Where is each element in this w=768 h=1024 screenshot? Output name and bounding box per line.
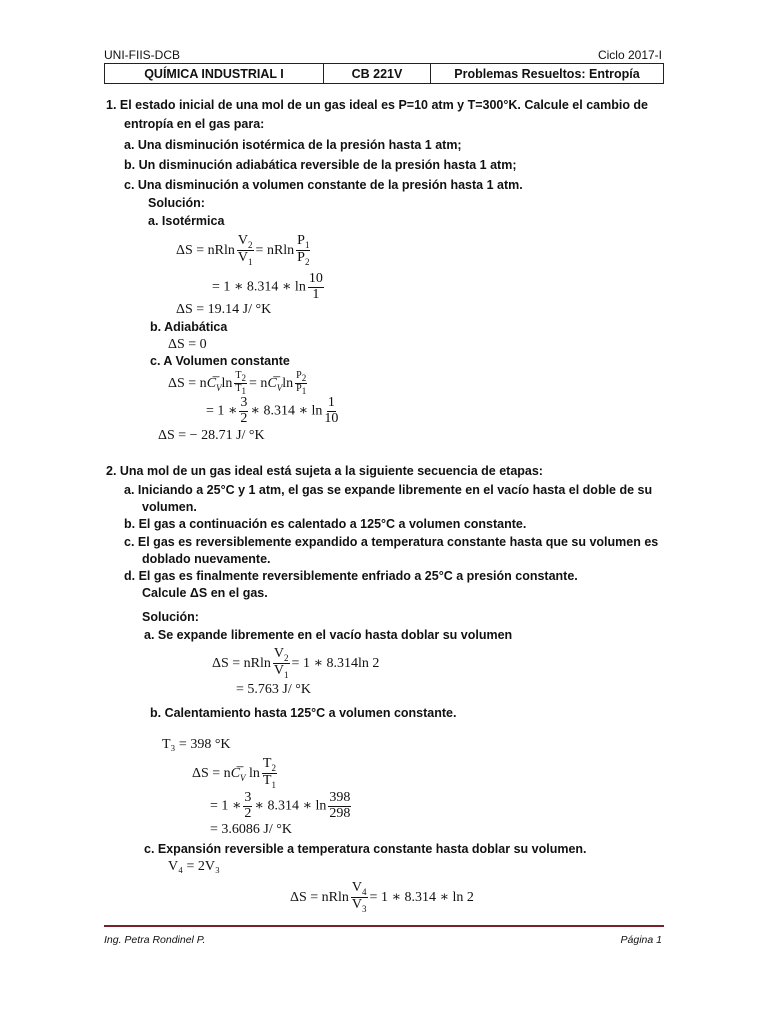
p1-b-heading: b. Adiabática [150,320,228,334]
header-table [104,63,664,84]
p2-item-b: b. El gas a continuación es calentado a 125°C a volumen constante. [124,517,527,531]
header-left: UNI-FIIS-DCB [104,48,180,62]
p1-c-equation-step: = 1 ∗ $\frac{3}{2}$ ∗ 8.314 ∗ ln $\frac{1}{10}$ [206,395,339,426]
p2-solution-label: Solución: [142,610,199,624]
p1-solution-label: Solución: [148,196,205,210]
p2-c-volume: V₄ = 2V₃ [168,859,220,874]
footer-author: Ing. Petra Rondinel P. [104,934,206,946]
p2-b-result: = 3.6086 J/ °K [210,822,292,837]
p2-a-equation: ΔS = nRln $\frac{V_2}{V_1}$ = 1 ∗ 8.314ln 2 [212,646,380,681]
p1-statement-line1: 1. El estado inicial de una mol de un gas ideal es P=10 atm y T=300°K. Calcule el cambio de [106,98,649,112]
p1-item-b: b. Un disminución adiabática reversible de la presión hasta 1 atm; [124,158,517,172]
p1-a-result: ΔS = 19.14 J/ °K [176,302,272,317]
p2-c-equation: ΔS = nRln $\frac{V_4}{V_3}$ = 1 ∗ 8.314 ∗ ln 2 [290,880,474,915]
p2-item-c-line2: doblado nuevamente. [142,552,271,566]
footer-page-number: Página 1 [620,934,662,946]
p2-statement: 2. Una mol de un gas ideal está sujeta a la siguiente secuencia de etapas: [106,464,543,478]
p2-c-heading: c. Expansión reversible a temperatura constante hasta doblar su volumen. [144,842,587,856]
p1-a-equation: ΔS = nRln $\frac{V_2}{V_1}$ = nRln $\frac{P_1}{P_2}$ [176,233,310,268]
p2-a-result: = 5.763 J/ °K [236,682,311,697]
p2-item-c-line1: c. El gas es reversiblemente expandido a temperatura constante hasta que su volumen es [124,535,659,549]
p1-item-c: c. Una disminución a volumen constante de la presión hasta 1 atm. [124,178,523,192]
document-topic: Problemas Resueltos: Entropía [431,64,664,84]
p1-statement-line2: entropía en el gas para: [124,117,265,131]
p2-b-heading: b. Calentamiento hasta 125°C a volumen constante. [150,706,457,720]
header-right: Ciclo 2017-I [597,48,662,62]
p1-a-equation-step: = 1 ∗ 8.314 ∗ ln $\frac{10}{1}$ [212,271,323,302]
footer-rule [104,925,664,927]
p2-b-equation: $\Delta S = nC_V$ ln $\frac{T_2}{T_1}$ [192,756,276,791]
p2-b-equation-step: = 1 ∗ $\frac{3}{2}$ ∗ 8.314 ∗ ln $\frac{398}{298}$ [210,790,351,821]
p2-a-heading: a. Se expande libremente en el vacío hasta doblar su volumen [144,628,513,642]
p2-calc: Calcule ΔS en el gas. [142,586,268,600]
p1-a-heading: a. Isotérmica [148,214,225,228]
course-code: CB 221V [324,64,431,84]
p2-b-t3: T₃ = 398 °K [162,737,231,752]
p2-item-d: d. El gas es finalmente reversiblemente enfriado a 25°C a presión constante. [124,569,578,583]
p1-c-heading: c. A Volumen constante [150,354,290,368]
p1-c-result: ΔS = − 28.71 J/ °K [158,428,265,443]
p1-a-step-text: = 1 ∗ 8.314 ∗ ln [212,279,306,295]
p1-b-result: ΔS = 0 [168,337,207,352]
p2-item-a-line1: a. Iniciando a 25°C y 1 atm, el gas se expande libremente en el vacío hasta el doble de su [124,483,653,497]
p2-item-a-line2: volumen. [142,500,197,514]
course-title: QUÍMICA INDUSTRIAL I [105,64,324,84]
p1-c-equation: $\Delta S = nC_V\ln$ $\frac{T_2}{T_1}$ = $nC_V\ln$ $\frac{P_2}{P_1}$ [168,370,307,397]
p1-item-a: a. Una disminución isotérmica de la presión hasta 1 atm; [124,138,462,152]
